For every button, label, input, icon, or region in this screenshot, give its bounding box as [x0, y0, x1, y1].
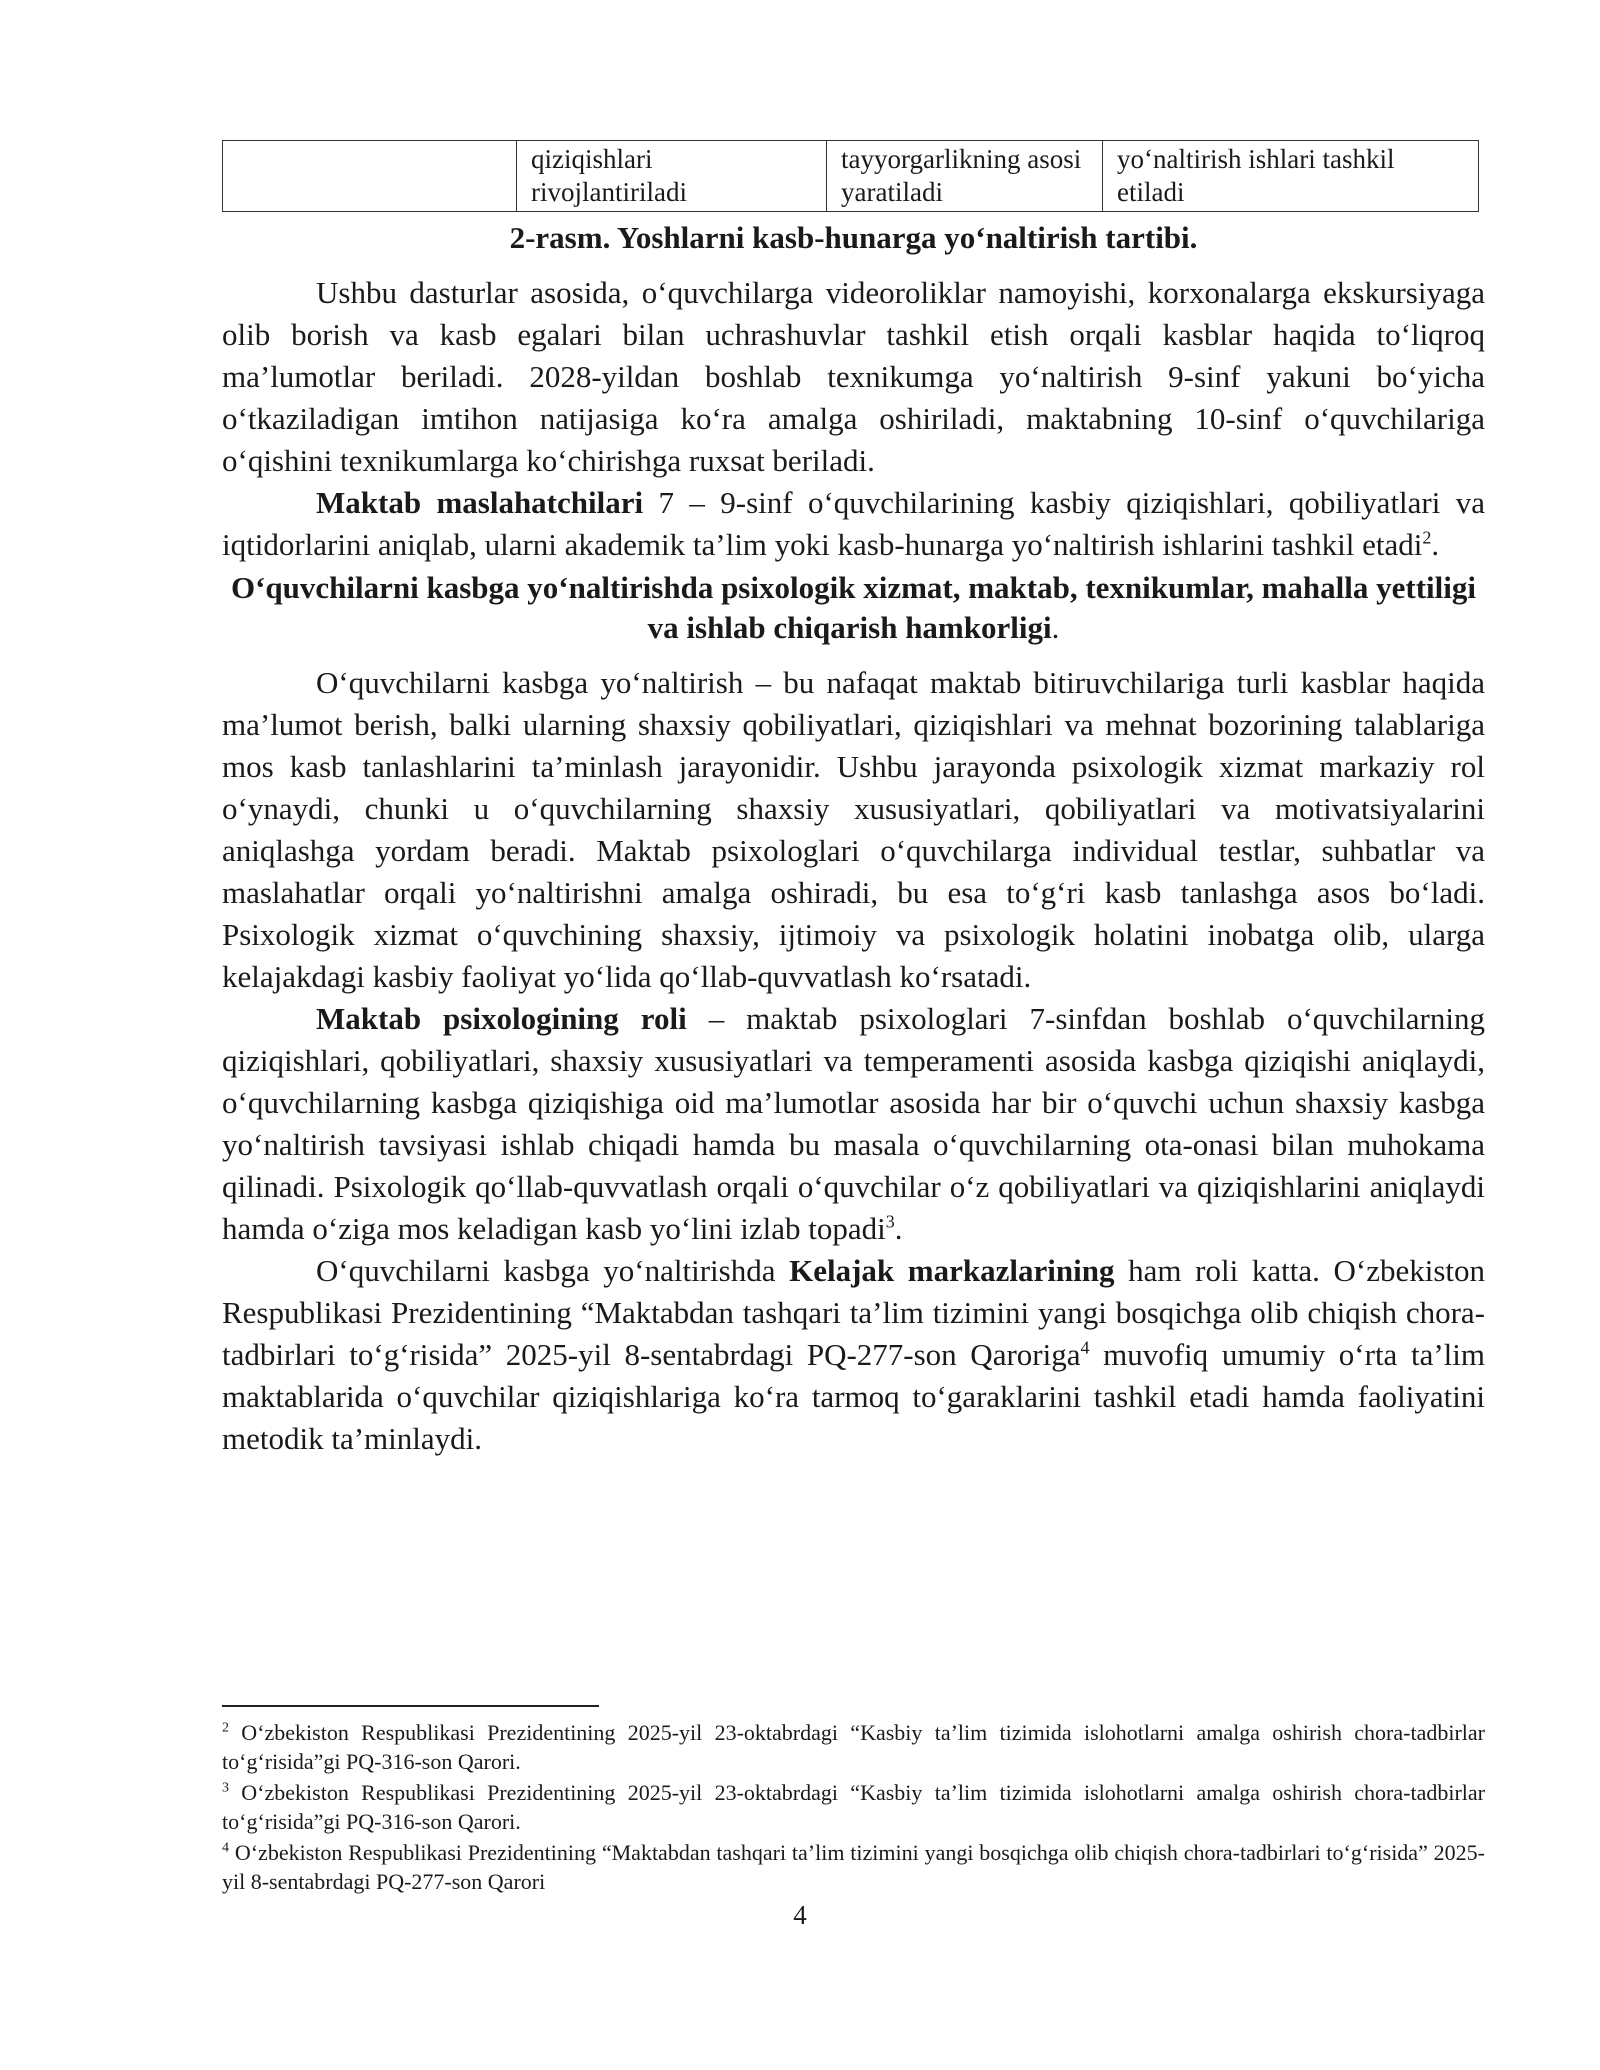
bold-term: Kelajak markazlarining [789, 1253, 1115, 1288]
footnote-text: O‘zbekiston Respublikasi Prezidentining 2025-yil 23-oktabrdagi “Kasbiy ta’lim tizimida islohotlarni amalga oshirish chora-tadbirlar to‘g‘risida”gi PQ-316-son Qarori. [222, 1720, 1485, 1774]
footnote [222, 1838, 1485, 1896]
table-cell: yo‘naltirish ishlari tashkil etiladi [1103, 141, 1479, 212]
footnotes [222, 1718, 1485, 1898]
paragraph-text: ham roli katta. O‘zbekiston Respublikasi Prezidentining “Maktabdan tashqari ta’lim tizimini yangi bosqichga olib chiqish chora-tadbirlari to‘g‘risida” 2025-yil 8-sentabrdagi PQ-277-son Qaroriga [222, 1253, 1485, 1372]
paragraph [222, 662, 1485, 998]
page-number: 4 [793, 1900, 807, 1930]
paragraph [222, 482, 1485, 566]
footnote-ref[interactable]: 3 [885, 1211, 895, 1232]
footnote-ref[interactable]: 4 [1080, 1337, 1090, 1358]
paragraph [222, 1250, 1485, 1460]
paragraph-text: – maktab psixologlari 7-sinfdan boshlab o‘quvchilarning qiziqishlari, qobiliyatlari, shaxsiy xususiyatlari va temperamenti asosida kasbga qiziqishi aniqlaydi, o‘quvchilarning kasbga qiziqishiga oid ma’lumotlar asosida har bir o‘quvchi uchun shaxsiy kasbga yo‘naltirish tavsiyasi ishlab chiqadi hamda bu masala o‘quvchilarning ota-onasi bilan muhokama qilinadi. Psixologik qo‘llab-quvvatlash orqali o‘quvchilar o‘z qobiliyatlari va qiziqishlarini aniqlaydi hamda o‘ziga mos keladigan kasb yo‘lini izlab topadi [222, 1001, 1485, 1246]
paragraph-text: muvofiq umumiy o‘rta ta’lim maktablarida o‘quvchilar qiziqishlariga ko‘ra tarmoq to‘garaklarini tashkil etadi hamda faoliyatini metodik ta’minlaydi. [222, 1337, 1485, 1456]
heading-text: O‘quvchilarni kasbga yo‘naltirishda psixologik xizmat, maktab, texnikumlar, mahalla yettiligi va ishlab chiqarish hamkorligi [230, 570, 1477, 645]
bold-term: Maktab psixologining roli [316, 1001, 687, 1036]
paragraph-end: . [1431, 527, 1440, 562]
table-cell [223, 141, 517, 212]
paragraph-end: . [894, 1211, 903, 1246]
footnote-separator [222, 1705, 599, 1707]
section-heading [222, 568, 1485, 648]
table-cell: qiziqishlari rivojlantiriladi [517, 141, 827, 212]
figure-caption: 2-rasm. Yoshlarni kasb-hunarga yo‘naltirish tartibi. [509, 220, 1198, 255]
footnote-text: O‘zbekiston Respublikasi Prezidentining “Maktabdan tashqari ta’lim tizimini yangi bosqichga olib chiqish chora-tadbirlari to‘g‘risida” 2025-yil 8-sentabrdagi PQ-277-son Qarori [222, 1840, 1485, 1894]
footnote-number: 3 [222, 1780, 229, 1796]
footnote-number: 4 [222, 1840, 229, 1856]
paragraph [222, 272, 1485, 482]
paragraph-text: 7 – 9-sinf o‘quvchilarining kasbiy qiziqishlari, qobiliyatlari va iqtidorlarini aniqlab, ularni akademik ta’lim yoki kasb-hunarga yo‘naltirish ishlarini tashkil etadi [222, 485, 1485, 562]
table-row [223, 141, 1479, 212]
footnote [222, 1718, 1485, 1776]
paragraph [222, 998, 1485, 1250]
paragraph-text: O‘quvchilarni kasbga yo‘naltirish – bu nafaqat maktab bitiruvchilariga turli kasblar haqida ma’lumot berish, balki ularning shaxsiy qobiliyatlari, qiziqishlari va mehnat bozorining talablariga mos kasb tanlashlarini ta’minlash jarayonidir. Ushbu jarayonda psixologik xizmat markaziy rol o‘ynaydi, chunki u o‘quvchilarning shaxsiy xususiyatlari, qobiliyatlari va motivatsiyalarini aniqlashga yordam beradi. Maktab psixologlari o‘quvchilarga individual testlar, suhbatlar va maslahatlar orqali yo‘naltirishni amalga oshiradi, bu esa to‘g‘ri kasb tanlashga asos bo‘ladi. Psixologik xizmat o‘quvchining shaxsiy, ijtimoiy va psixologik holatini inobatga olib, ularga kelajakdagi kasbiy faoliyat yo‘lida qo‘llab-quvvatlash ko‘rsatadi. [222, 665, 1485, 994]
heading-end: . [1051, 610, 1060, 645]
paragraph-text: O‘quvchilarni kasbga yo‘naltirishda [316, 1253, 790, 1288]
footnote [222, 1778, 1485, 1836]
footnote-ref[interactable]: 2 [1422, 527, 1432, 548]
page-body [222, 140, 1485, 1460]
footnote-text: O‘zbekiston Respublikasi Prezidentining 2025-yil 23-oktabrdagi “Kasbiy ta’lim tizimida islohotlarni amalga oshirish chora-tadbirlar to‘g‘risida”gi PQ-316-son Qarori. [222, 1780, 1485, 1834]
paragraph-text: Ushbu dasturlar asosida, o‘quvchilarga videoroliklar namoyishi, korxonalarga ekskursiyaga olib borish va kasb egalari bilan uchrashuvlar tashkil etish orqali kasblar haqida to‘liqroq ma’lumotlar beriladi. 2028-yildan boshlab texnikumga yo‘naltirish 9-sinf yakuni bo‘yicha o‘tkaziladigan imtihon natijasiga ko‘ra amalga oshiriladi, maktabning 10-sinf o‘quvchilariga o‘qishini texnikumlarga ko‘chirishga ruxsat beriladi. [222, 275, 1485, 478]
footnote-number: 2 [222, 1720, 229, 1736]
table-cell: tayyorgarlikning asosi yaratiladi [827, 141, 1103, 212]
diagram-table-fragment [222, 140, 1479, 212]
bold-term: Maktab maslahatchilari [316, 485, 644, 520]
